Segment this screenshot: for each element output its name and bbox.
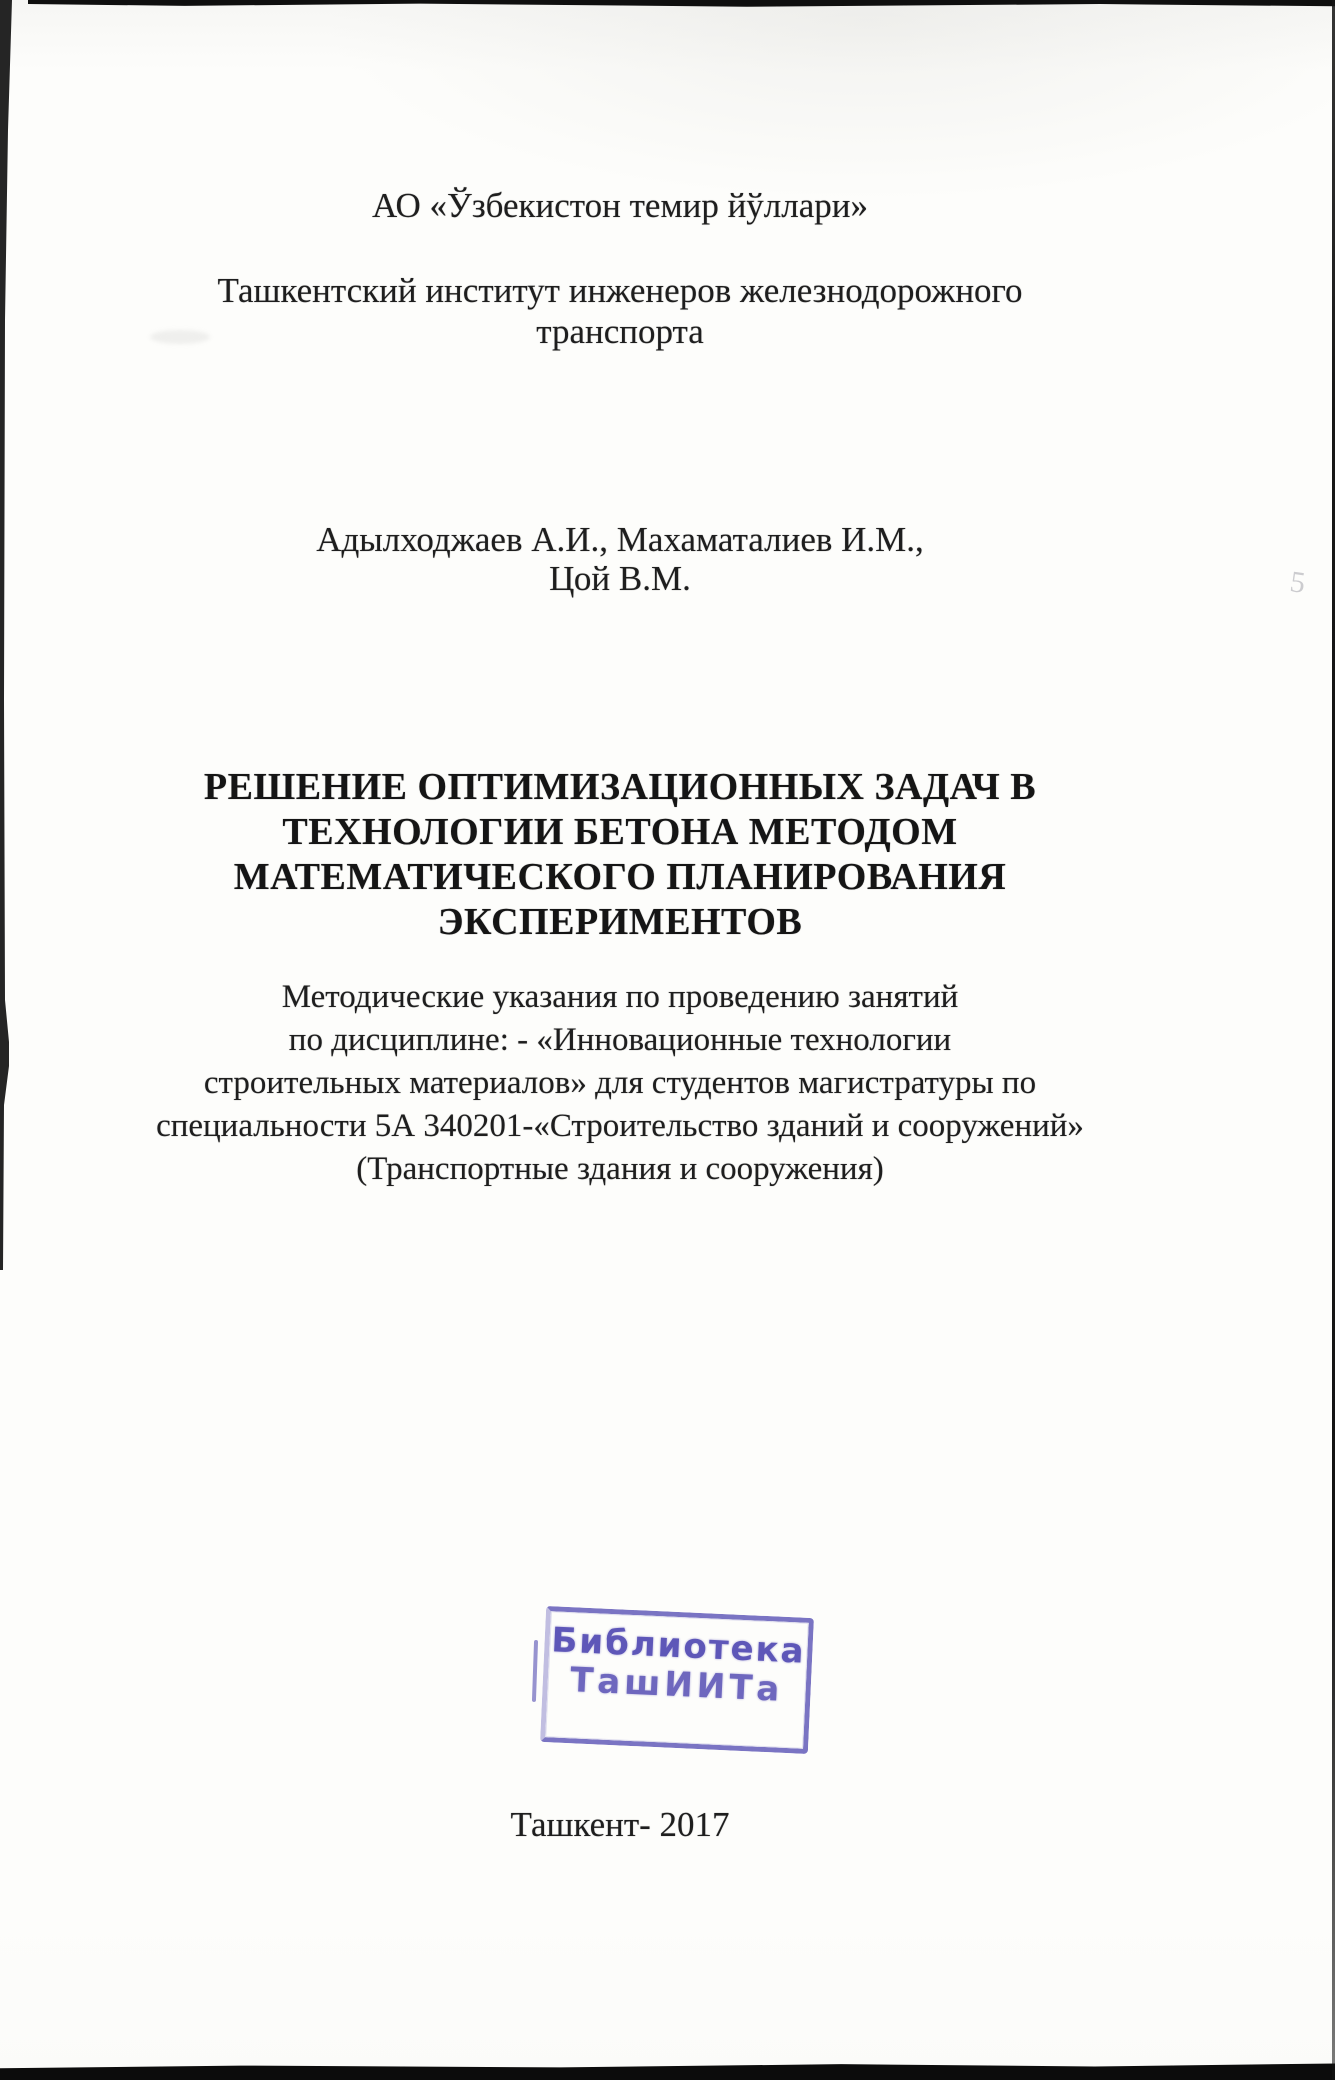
subtitle-line-1: Методические указания по проведению занятий (281, 979, 959, 1015)
authors-block (37, 520, 1203, 598)
title-line-3: МАТЕМАТИЧЕСКОГО ПЛАНИРОВАНИЯ (233, 856, 1007, 898)
subtitle-line-5: (Транспортные здания и сооружения) (356, 1151, 884, 1187)
subtitle-line-2: по дисциплине: - «Инновационные технологии (288, 1022, 952, 1058)
authors-line-2: Цой В.М. (549, 559, 691, 598)
library-stamp (540, 1606, 814, 1754)
title-line-4: ЭКСПЕРИМЕНТОВ (437, 901, 803, 943)
scan-edge-bottom (0, 2062, 1335, 2080)
scan-edge-top (28, 0, 1335, 9)
imprint-city-year: Ташкент- 2017 (510, 1805, 730, 1844)
institute-line-1: Ташкентский институт инженеров железнодорожного (217, 271, 1023, 310)
title-line-2: ТЕХНОЛОГИИ БЕТОНА МЕТОДОМ (282, 811, 958, 853)
organization-name: АО «Ўзбекистон темир йўллари» (371, 186, 868, 225)
library-stamp-line-2: ТашИИТа (569, 1660, 785, 1710)
library-stamp-line-1: Библиотека (550, 1620, 807, 1672)
subtitle-line-4: специальности 5А 340201-«Строительство зданий и сооружений» (156, 1108, 1084, 1144)
institute-line-2: транспорта (536, 312, 704, 351)
scan-edge-left (0, 0, 14, 1280)
pencil-margin-mark: 5 (1287, 565, 1308, 600)
authors-line-1: Адылходжаев А.И., Махаматалиев И.М., (316, 520, 924, 559)
stamp-edge-tick (532, 1640, 538, 1702)
document-title (37, 765, 1203, 945)
title-line-1: РЕШЕНИЕ ОПТИМИЗАЦИОННЫХ ЗАДАЧ В (203, 766, 1037, 808)
subtitle-line-3: строительных материалов» для студентов магистратуры по (203, 1065, 1037, 1101)
institute-name (37, 270, 1203, 352)
document-subtitle (37, 976, 1203, 1191)
